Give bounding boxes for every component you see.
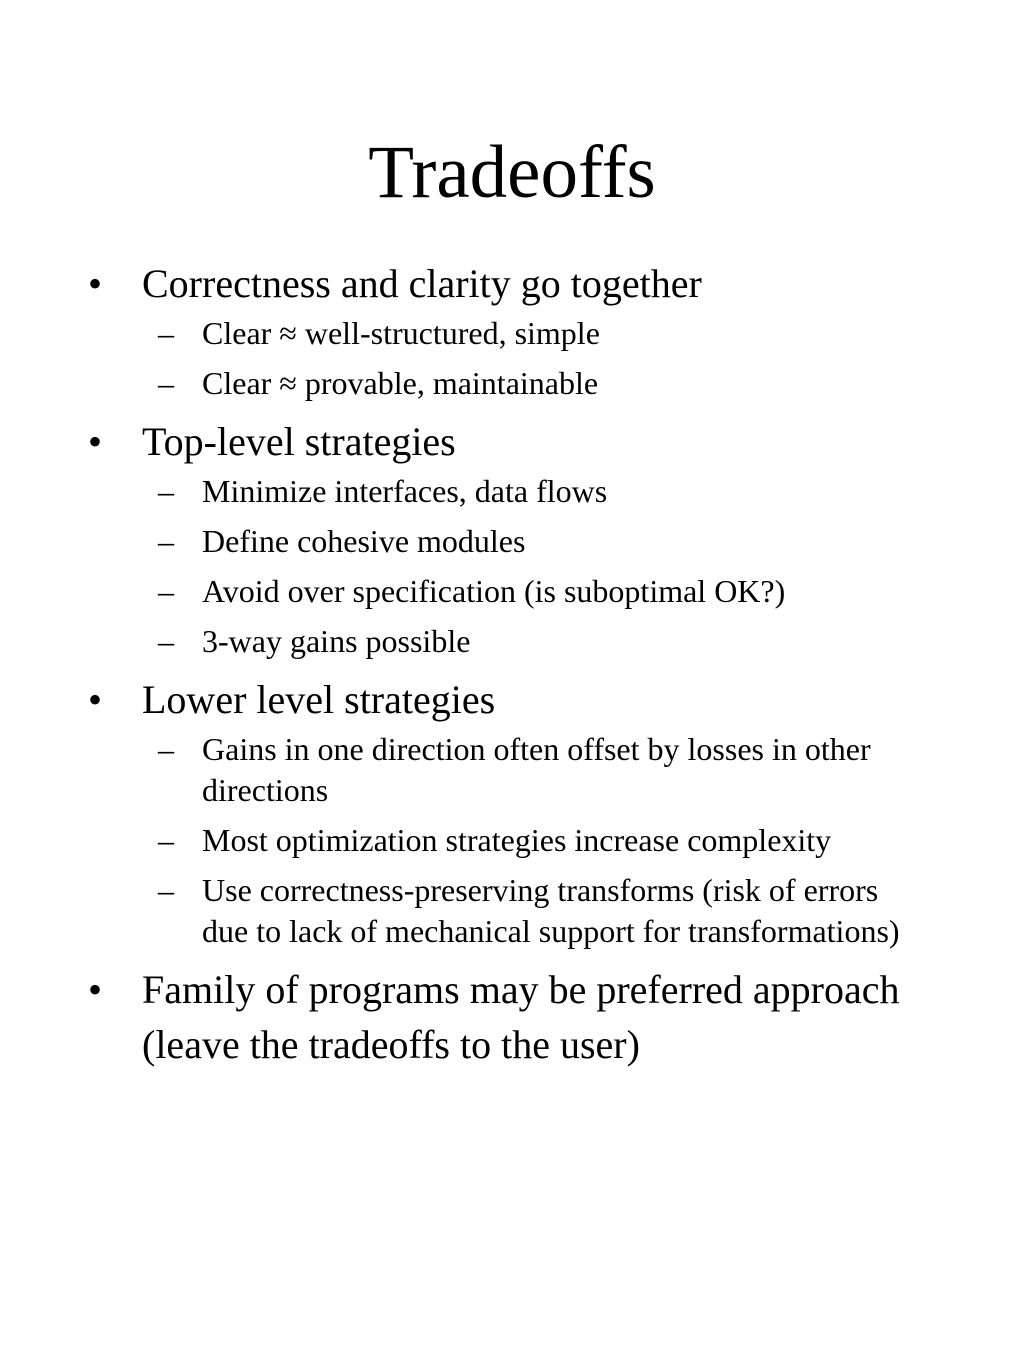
sub-bullet-item	[0, 571, 1024, 612]
sub-bullet-item	[0, 820, 1024, 861]
dash-icon: –	[158, 623, 174, 659]
bullet-text: Top-level strategies	[142, 419, 456, 464]
sub-bullet-text: 3-way gains possible	[202, 623, 471, 659]
bullet-item	[0, 962, 1024, 1072]
sub-bullet-text: Most optimization strategies increase complexity	[202, 822, 832, 858]
dash-icon: –	[158, 822, 174, 858]
slide-title: Tradeoffs	[368, 131, 656, 214]
sub-bullet-item	[0, 729, 1024, 811]
sub-bullet-item	[0, 363, 1024, 404]
bullet-icon: •	[88, 261, 103, 306]
bullet-item	[0, 256, 1024, 311]
bullet-text: Lower level strategies	[142, 677, 496, 722]
sub-bullet-item	[0, 870, 1024, 952]
bullet-list	[0, 256, 1024, 1072]
bullet-icon: •	[88, 419, 103, 464]
bullet-text: Correctness and clarity go together	[142, 261, 702, 306]
dash-icon: –	[158, 872, 174, 908]
sub-bullet-text: Use correctness-preserving transforms (risk of errors due to lack of mechanical support for transformations)	[202, 872, 900, 949]
bullet-icon: •	[88, 677, 103, 722]
sub-bullet-item	[0, 521, 1024, 562]
sub-bullet-text: Minimize interfaces, data flows	[202, 473, 608, 509]
bullet-item	[0, 672, 1024, 727]
dash-icon: –	[158, 731, 174, 767]
sub-bullet-item	[0, 471, 1024, 512]
dash-icon: –	[158, 573, 174, 609]
dash-icon: –	[158, 365, 174, 401]
bullet-text: Family of programs may be preferred approach (leave the tradeoffs to the user)	[142, 967, 900, 1067]
sub-bullet-text: Define cohesive modules	[202, 523, 526, 559]
bullet-item	[0, 414, 1024, 469]
dash-icon: –	[158, 523, 174, 559]
bullet-icon: •	[88, 967, 103, 1012]
sub-bullet-text: Avoid over specification (is suboptimal OK?)	[202, 573, 786, 609]
sub-bullet-text: Clear ≈ provable, maintainable	[202, 365, 599, 401]
dash-icon: –	[158, 473, 174, 509]
sub-bullet-text: Clear ≈ well-structured, simple	[202, 315, 600, 351]
dash-icon: –	[158, 315, 174, 351]
sub-bullet-text: Gains in one direction often offset by losses in other directions	[202, 731, 871, 808]
sub-bullet-item	[0, 313, 1024, 354]
sub-bullet-item	[0, 621, 1024, 662]
